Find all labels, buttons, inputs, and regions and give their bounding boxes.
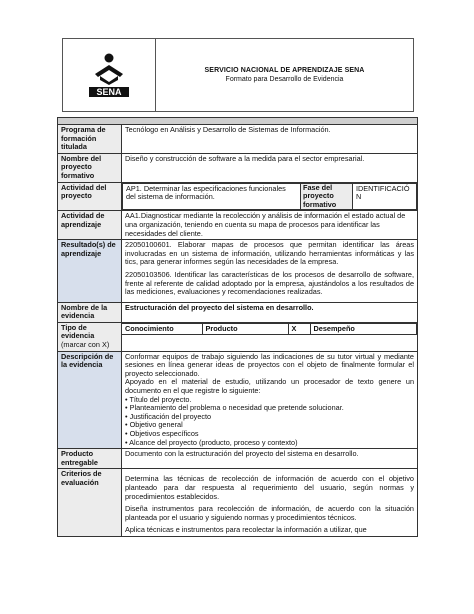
criterio-item: Diseña instrumentos para recolección de información, de acuerdo con la situación planteada por el usuario y siguiendo normas y procedimientos técnicos. — [125, 504, 414, 522]
row-tipo — [58, 322, 418, 351]
tipo-conocimiento: Conocimiento — [122, 323, 202, 335]
row-actividad-aprendizaje — [58, 211, 418, 240]
producto-label: Producto entregable — [58, 449, 122, 469]
tipo-label: Tipo de evidencia — [61, 322, 95, 341]
evidencia-label: Nombre de la evidencia — [58, 302, 122, 322]
table-top-bar — [58, 118, 418, 125]
evidencia-value: Estructuración del proyecto del sistema en desarrollo. — [122, 302, 418, 322]
resultados-label: Resultado(s) de aprendizaje — [58, 240, 122, 303]
tipo-producto: Producto — [202, 323, 288, 335]
sena-logo-icon — [89, 52, 129, 98]
fase-label: Fase del proyecto formativo — [301, 183, 353, 210]
row-producto — [58, 449, 418, 469]
programa-label: Programa de formación titulada — [58, 125, 122, 154]
actividad-proyecto-value: AP1. Determinar las especificaciones funcionales del sistema de información. — [123, 183, 301, 210]
descripcion-intro: Conformar equipos de trabajo siguiendo las indicaciones de su tutor virtual y mediante sesiones en línea generar ideas de proyectos con el objeto de finalmente formular el proyecto seleccionado. — [125, 351, 414, 378]
row-descripcion — [58, 351, 418, 449]
fase-value: IDENTIFICACIÓN — [353, 183, 417, 210]
descripcion-bullet: • Planteamiento del problema o necesidad que pretende solucionar. — [125, 403, 344, 413]
resultado-item: 22050100601. Elaborar mapas de procesos que permitan identificar las áreas involucradas en un sistema de información, utilizando herramientas informáticas y las tics, para generar informes según las necesidades de la empresa. — [125, 240, 414, 267]
row-proyecto — [58, 153, 418, 182]
tipo-note: (marcar con X) — [61, 340, 110, 350]
row-evidencia — [58, 302, 418, 322]
sena-logo — [63, 39, 156, 111]
tipo-mark: X — [288, 323, 310, 335]
descripcion-bullet: • Objetivo general — [125, 420, 183, 430]
actividad-proyecto-label: Actividad del proyecto — [58, 182, 122, 211]
descripcion-bullet: • Alcance del proyecto (producto, proceso y contexto) — [125, 437, 298, 447]
actividad-aprendizaje-value: AA1.Diagnosticar mediante la recolección y análisis de información el estado actual de una organización, teniendo en cuenta su mapa de procesos para identificar las necesidades del cliente. — [122, 211, 418, 240]
criterio-item: Aplica técnicas e instrumentos para recolectar la información a utilizar, que — [125, 525, 367, 535]
descripcion-label: Descripción de la evidencia — [58, 351, 122, 449]
row-criterios — [58, 469, 418, 537]
row-actividad-proyecto — [58, 182, 418, 211]
producto-value: Documento con la estructuración del proyecto del sistema en desarrollo. — [122, 449, 418, 469]
programa-value: Tecnólogo en Análisis y Desarrollo de Sistemas de Información. — [122, 125, 418, 154]
descripcion-intro2: Apoyado en el material de estudio, utilizando un procesador de texto genere un documento en el que registre lo siguiente: — [125, 377, 414, 396]
document-header — [62, 38, 414, 112]
row-resultados — [58, 240, 418, 303]
descripcion-bullet: • Título del proyecto. — [125, 394, 192, 404]
descripcion-bullet: • Justificación del proyecto — [125, 411, 212, 421]
proyecto-label: Nombre del proyecto formativo — [58, 153, 122, 182]
svg-text:SENA: SENA — [96, 87, 122, 97]
tipo-desempeno: Desempeño — [310, 323, 417, 335]
document-subtitle: Formato para Desarrollo de Evidencia — [225, 76, 344, 83]
row-programa — [58, 125, 418, 154]
document-title: SERVICIO NACIONAL DE APRENDIZAJE SENA — [204, 67, 365, 74]
criterio-item: Determina las técnicas de recolección de información de acuerdo con el objetivo planteado para dar respuesta al requerimiento del usuario, según normas y procedimientos establecidos. — [125, 474, 414, 501]
criterios-label: Criterios de evaluación — [58, 469, 122, 537]
proyecto-value: Diseño y construcción de software a la medida para el sector empresarial. — [122, 153, 418, 182]
descripcion-bullet: • Objetivos específicos — [125, 429, 199, 438]
resultado-item: 22050103506. Identificar las características de los procesos de desarrollo de software, frente al referente de calidad adoptado por la empresa, ajustándolos a los resultados de las mediciones, evaluaciones y recomendaciones realizadas. — [125, 269, 414, 297]
evidence-form-table — [57, 117, 418, 537]
actividad-aprendizaje-label: Actividad de aprendizaje — [58, 211, 122, 240]
